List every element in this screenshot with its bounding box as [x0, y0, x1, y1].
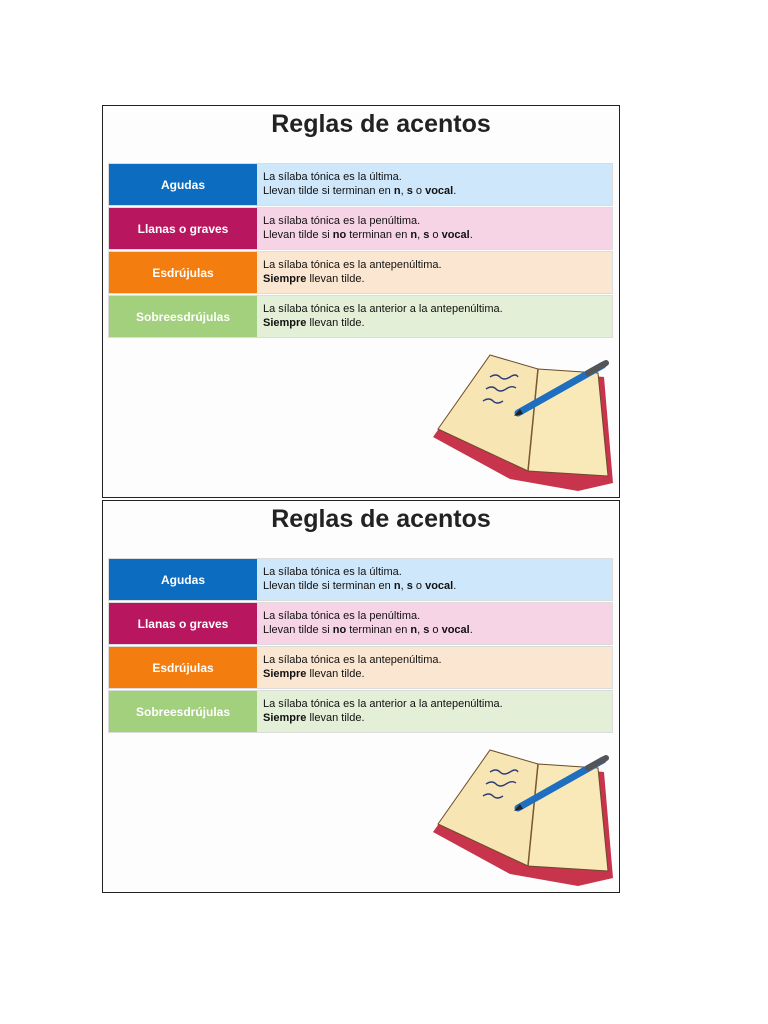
rule-line: La sílaba tónica es la antepenúltima.: [263, 654, 442, 666]
rule-description: [257, 208, 612, 249]
rule-line: Siempre llevan tilde.: [263, 317, 365, 329]
rule-line: La sílaba tónica es la penúltima.: [263, 610, 421, 622]
rule-row-sobreesdrujulas: [108, 690, 613, 733]
rules-table: [108, 163, 613, 339]
rule-row-llanas: [108, 602, 613, 645]
rule-line: Siempre llevan tilde.: [263, 712, 365, 724]
rule-description: [257, 559, 612, 600]
open-book-with-pen-icon: [428, 746, 618, 891]
rule-line: La sílaba tónica es la última.: [263, 566, 402, 578]
rule-label: Sobreesdrújulas: [109, 691, 257, 732]
rule-label: Agudas: [109, 559, 257, 600]
rule-line: La sílaba tónica es la antepenúltima.: [263, 259, 442, 271]
rule-line: La sílaba tónica es la anterior a la antepenúltima.: [263, 698, 503, 710]
rule-line: Llevan tilde si terminan en n, s o vocal.: [263, 580, 457, 592]
rule-row-sobreesdrujulas: [108, 295, 613, 338]
rule-row-agudas: [108, 558, 613, 601]
rule-description: [257, 603, 612, 644]
rule-row-agudas: [108, 163, 613, 206]
rule-line: Siempre llevan tilde.: [263, 668, 365, 680]
rule-label: Llanas o graves: [109, 603, 257, 644]
rules-card-1: [102, 105, 620, 498]
rule-description: [257, 252, 612, 293]
rules-table: [108, 558, 613, 734]
card-title: Reglas de acentos: [271, 505, 491, 533]
rule-line: La sílaba tónica es la última.: [263, 171, 402, 183]
rule-row-llanas: [108, 207, 613, 250]
rule-label: Esdrújulas: [109, 647, 257, 688]
rule-line: Llevan tilde si terminan en n, s o vocal.: [263, 185, 457, 197]
rule-line: Siempre llevan tilde.: [263, 273, 365, 285]
rule-line: Llevan tilde si no terminan en n, s o vocal.: [263, 229, 473, 241]
rule-description: [257, 296, 612, 337]
rule-description: [257, 647, 612, 688]
open-book-with-pen-icon: [428, 351, 618, 496]
card-title: Reglas de acentos: [271, 110, 491, 138]
rule-row-esdrujulas: [108, 251, 613, 294]
rule-label: Sobreesdrújulas: [109, 296, 257, 337]
rule-description: [257, 691, 612, 732]
rule-line: La sílaba tónica es la anterior a la antepenúltima.: [263, 303, 503, 315]
rule-description: [257, 164, 612, 205]
rules-card-2: [102, 500, 620, 893]
rule-label: Llanas o graves: [109, 208, 257, 249]
rule-label: Esdrújulas: [109, 252, 257, 293]
rule-row-esdrujulas: [108, 646, 613, 689]
rule-line: La sílaba tónica es la penúltima.: [263, 215, 421, 227]
rule-line: Llevan tilde si no terminan en n, s o vocal.: [263, 624, 473, 636]
rule-label: Agudas: [109, 164, 257, 205]
